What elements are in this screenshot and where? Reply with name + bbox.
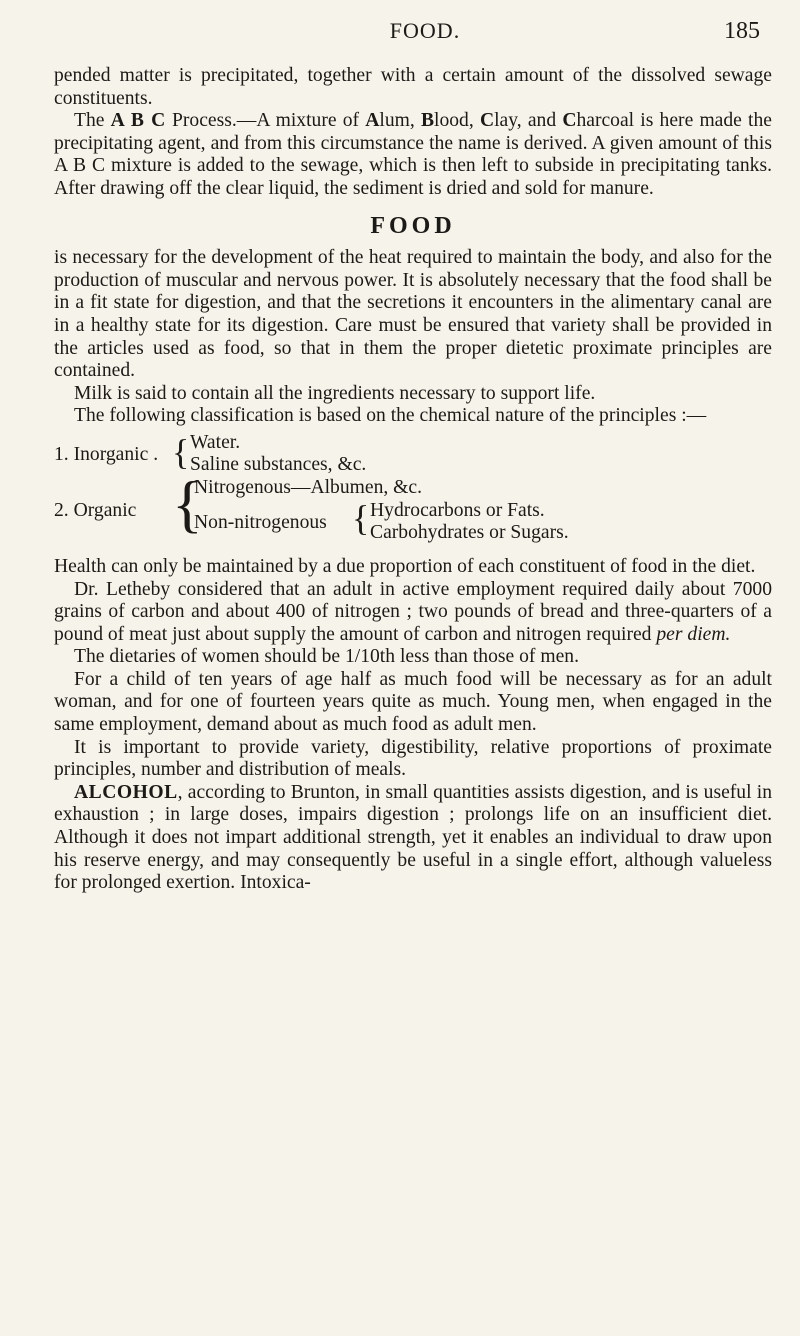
- paragraph-variety: It is important to provide variety, digestibility, relative proportions of proximate principles, number and distribution of meals.: [54, 736, 772, 781]
- clay-initial: C: [479, 110, 495, 132]
- abc-lead-text: The: [74, 110, 105, 132]
- page-header: [90, 18, 760, 48]
- blood-initial: B: [420, 110, 435, 132]
- running-title: FOOD.: [389, 18, 461, 43]
- blood-rest: lood,: [434, 110, 480, 132]
- paragraph-health: Health can only be maintained by a due proportion of each constituent of food in the diet.: [54, 555, 756, 577]
- paragraph-abc-process: [54, 110, 772, 200]
- abc-label: A B C: [110, 110, 166, 132]
- paragraph-classification-intro: The following classification is based on the chemical nature of the principles :—: [74, 405, 707, 427]
- classification-table: [54, 432, 772, 548]
- page-body: [54, 65, 772, 895]
- alum-initial: A: [365, 110, 380, 132]
- per-diem: per diem.: [656, 623, 731, 645]
- page-number: 185: [724, 18, 760, 44]
- paragraph-letheby: [54, 579, 772, 647]
- paragraph-women-dietaries: The dietaries of women should be 1/10th less than those of men.: [74, 646, 579, 668]
- clay-rest: lay, and: [494, 110, 557, 132]
- abc-text-a: Process.—A mixture of: [165, 110, 366, 132]
- section-heading-food: FOOD: [370, 212, 456, 239]
- charcoal-initial: C: [562, 110, 577, 132]
- non-nitrogenous-item-fats: Hydrocarbons or Fats.: [370, 499, 545, 521]
- organic-nitrogenous: Nitrogenous—Albumen, &c.: [194, 476, 423, 498]
- paragraph-sewage-continuation: pended matter is precipitated, together with a certain amount of the dissolved sewage constituents.: [54, 65, 772, 109]
- non-nitrogenous-brace: {: [352, 497, 370, 538]
- inorganic-brace: {: [172, 431, 190, 472]
- alcohol-heading: ALCOHOL: [74, 781, 178, 803]
- alcohol-text: , according to Brunton, in small quantities assists digestion, and is useful in exhaustion ; in large doses, impairs digestion ; prolongs life on an insufficient diet. Although it does not impart additional strength, yet it enables an individual to draw upon his reserve energy, and may consequently be useful in a single effort, although valueless for prolonged exertion. Intoxica-: [54, 781, 772, 894]
- paragraph-food-intro: is necessary for the development of the heat required to maintain the body, and also for the production of muscular and nervous power. It is absolutely necessary that the food shall be in a fit state for digestion, and that the secretions it encounters in the alimentary canal are in a healthy state for its digestion. Care must be ensured that variety shall be provided in the articles used as food, so that in them the proper dietetic proximate principles are contained.: [54, 247, 772, 382]
- paragraph-child-food: For a child of ten years of age half as much food will be necessary as for an adult woman, and for one of fourteen years quite as much. Young men, when engaged in the same employment, demand about as much food as adult men.: [54, 668, 772, 736]
- alum-rest: lum,: [379, 110, 421, 132]
- organic-label: 2. Organic: [54, 499, 137, 521]
- paragraph-milk: Milk is said to contain all the ingredients necessary to support life.: [74, 382, 596, 404]
- organic-brace: {: [172, 467, 203, 539]
- paragraph-alcohol: [54, 782, 772, 895]
- inorganic-label: 1. Inorganic .: [54, 443, 159, 465]
- organic-non-nitrogenous-label: Non-nitrogenous: [194, 511, 327, 533]
- inorganic-item-saline: Saline substances, &c.: [190, 453, 367, 475]
- inorganic-item-water: Water.: [190, 431, 241, 453]
- abc-text-b: harcoal is here made the precipitating agent, and from this circumstance the name is derived. A given amount of this A B C mixture is added to the sewage, which is then left to subside in precipitating tanks. After drawing off the clear liquid, the sediment is dried and sold for manure.: [54, 110, 772, 199]
- non-nitrogenous-item-sugars: Carbohydrates or Sugars.: [370, 521, 569, 543]
- letheby-text: Dr. Letheby considered that an adult in active employment required daily about 7000 grains of carbon and about 400 of nitrogen ; two pounds of bread and three-quarters of a pound of meat just about supply the amount of carbon and nitrogen required: [54, 578, 772, 645]
